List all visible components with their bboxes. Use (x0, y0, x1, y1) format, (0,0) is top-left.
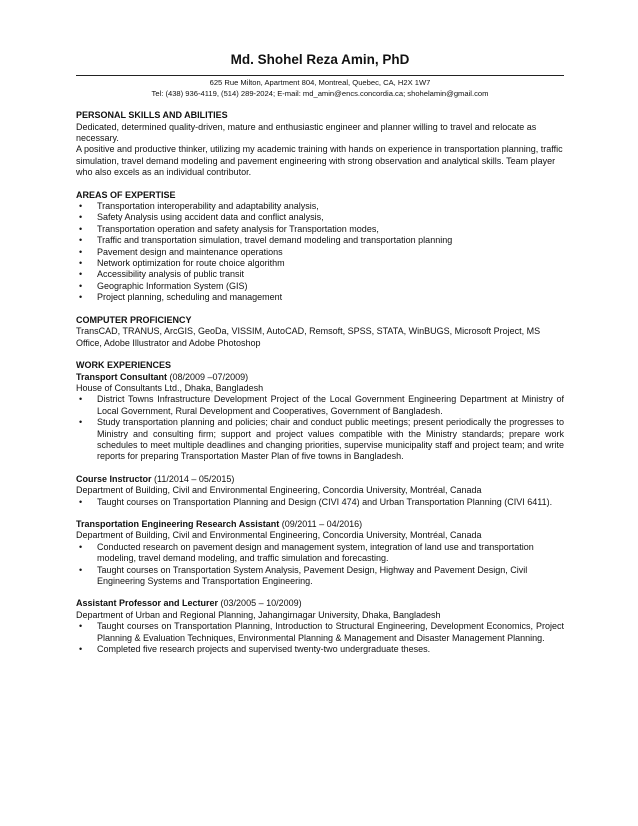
job-dates: (08/2009 –07/2009) (167, 371, 249, 382)
list-item: • Taught courses on Transportation Planning, Introduction to Structural Engineering, Development Economics, Project Planning & Evaluation Techniques, Environmental Planning & Management and Disaster Management Planning. (76, 621, 564, 644)
section-heading: PERSONAL SKILLS AND ABILITIES (76, 110, 228, 120)
list-item: • Project planning, scheduling and management (76, 292, 564, 303)
job-entry (76, 372, 564, 463)
contact-line: Tel: (438) 936-4119, (514) 289-2024; E-mail: md_amin@encs.concordia.ca; shohelamin@gmail.com (151, 89, 489, 98)
section-heading: WORK EXPERIENCES (76, 360, 172, 370)
job-organization: House of Consultants Ltd., Dhaka, Bangladesh (76, 382, 264, 393)
list-item: • Safety Analysis using accident data and conflict analysis, (76, 212, 564, 223)
job-title: Transportation Engineering Research Assistant (76, 518, 280, 529)
job-bullets (76, 621, 564, 655)
job-title: Transport Consultant (76, 371, 168, 382)
job-title-line (76, 474, 564, 485)
list-item: • Study transportation planning and policies; chair and conduct public meetings; present periodically the progresses to Ministry and consulting firm; support and project values compatible with the Ministry standards; prepare work schedules to meet multiple deadlines and changing priorities, supervise municipality staff and project team; and write reports for preparing Transportation Master Plan of five towns in Bangladesh. (76, 417, 564, 463)
job-bullets (76, 542, 564, 588)
personal-paragraph: A positive and productive thinker, utilizing my academic training with hands on experience in transportation planning, traffic simulation, travel demand modeling and pavement engineering with strong observation and analytical skills. Team player who also excels as an individual contributor. (76, 144, 563, 178)
job-bullets (76, 497, 564, 508)
job-title-line (76, 519, 564, 530)
address-line: 625 Rue Milton, Apartment 804, Montreal, Quebec, CA, H2X 1W7 (209, 78, 431, 87)
candidate-name: Md. Shohel Reza Amin, PhD (230, 52, 410, 67)
job-entry (76, 519, 564, 587)
job-organization: Department of Building, Civil and Environmental Engineering, Concordia University, Montréal, Canada (76, 530, 482, 541)
expertise-section (76, 190, 564, 304)
job-dates: (09/2011 – 04/2016) (279, 518, 363, 529)
section-heading: AREAS OF EXPERTISE (76, 189, 176, 200)
list-item: • Transportation interoperability and adaptability analysis, (76, 201, 564, 212)
job-organization: Department of Building, Civil and Environmental Engineering, Concordia University, Montréal, Canada (76, 485, 482, 496)
job-bullets (76, 394, 564, 462)
list-item: • Taught courses on Transportation System Analysis, Pavement Design, Highway and Pavement Design, Civil Engineering Systems and Transportation Engineering. (76, 565, 564, 588)
list-item: • Completed five research projects and supervised twenty-two undergraduate theses. (76, 644, 564, 655)
personal-paragraph: Dedicated, determined quality-driven, mature and enthusiastic engineer and planner willing to travel and relocate as necessary. (76, 121, 537, 143)
job-entry (76, 474, 564, 508)
list-item: • Pavement design and maintenance operations (76, 247, 564, 258)
job-dates: (03/2005 – 10/2009) (218, 598, 302, 609)
job-dates: (11/2014 – 05/2015) (151, 473, 235, 484)
list-item: • Traffic and transportation simulation, travel demand modeling and transportation planning (76, 235, 564, 246)
list-item: • Accessibility analysis of public transit (76, 269, 564, 280)
work-section (76, 360, 564, 655)
job-title: Assistant Professor and Lecturer (76, 598, 219, 609)
list-item: • Transportation operation and safety analysis for Transportation modes, (76, 224, 564, 235)
list-item: • Taught courses on Transportation Planning and Design (CIVI 474) and Urban Transportation Planning (CIVI 6411). (76, 497, 564, 508)
section-heading: COMPUTER PROFICIENCY (76, 314, 192, 325)
list-item: • District Towns Infrastructure Development Project of the Local Government Engineering Department at Ministry of Local Government, Rural Development and Cooperatives, Government of Bangladesh. (76, 394, 564, 417)
computer-skills-text: TransCAD, TRANUS, ArcGIS, GeoDa, VISSIM, AutoCAD, Remsoft, SPSS, STATA, WinBUGS, Microsoft Project, MS Office, Adobe Illustrator and Adobe Photoshop (76, 326, 541, 348)
computer-section (76, 315, 564, 349)
job-title-line (76, 372, 564, 383)
personal-skills-section (76, 110, 564, 179)
list-item: • Conducted research on pavement design and management system, integration of land use and transportation modeling, travel demand modeling, and traffic simulation and forecasting. (76, 542, 564, 565)
job-entry (76, 598, 564, 655)
list-item: • Network optimization for route choice algorithm (76, 258, 564, 269)
header-divider (76, 75, 564, 76)
list-item: • Geographic Information System (GIS) (76, 281, 564, 292)
job-title-line (76, 598, 564, 609)
job-title: Course Instructor (76, 473, 152, 484)
resume-page (76, 52, 564, 655)
job-organization: Department of Urban and Regional Planning, Jahangirnagar University, Dhaka, Bangladesh (76, 609, 441, 620)
expertise-list (76, 201, 564, 304)
